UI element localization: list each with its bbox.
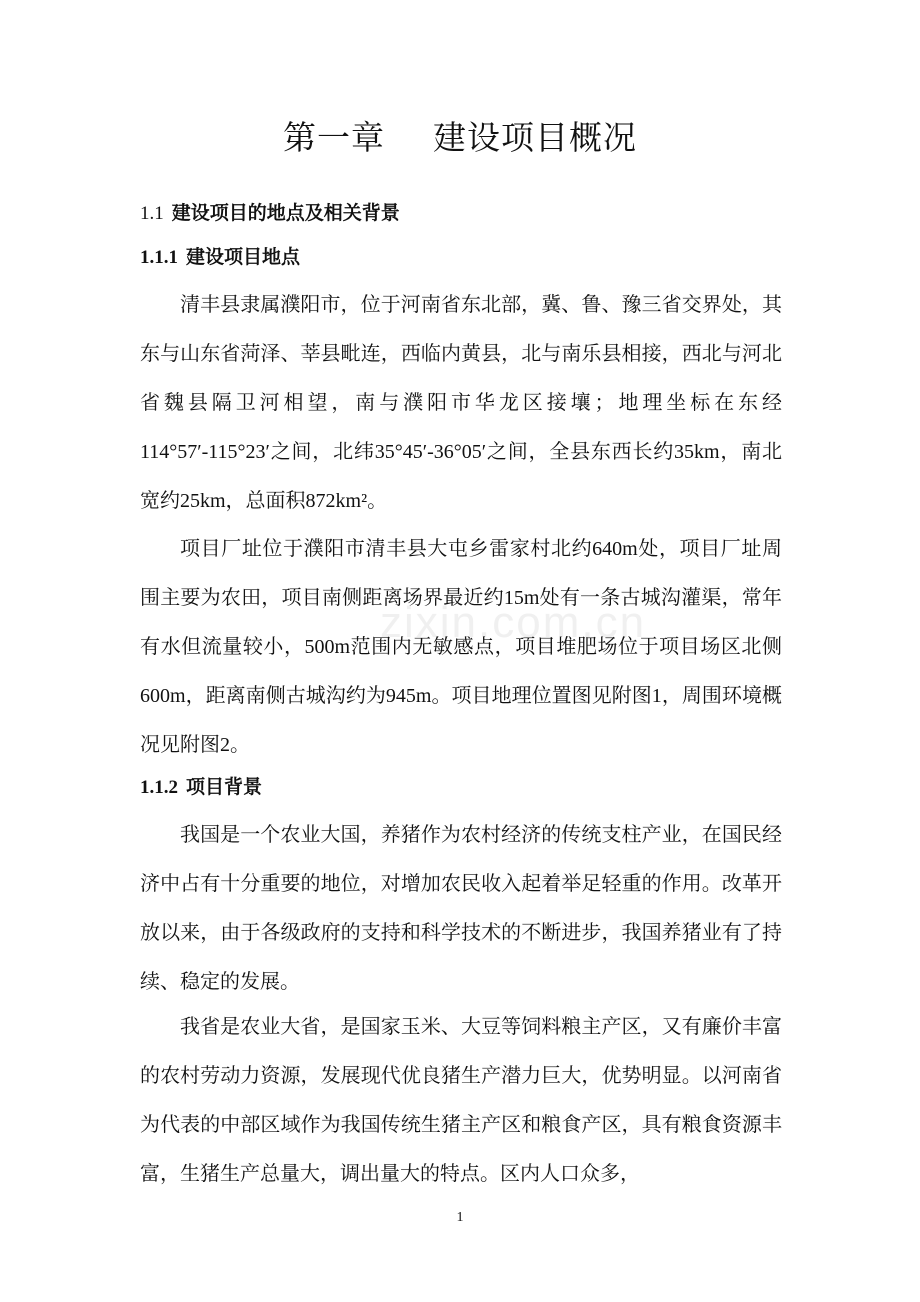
paragraph-text: 我国是一个农业大国，养猪作为农村经济的传统支柱产业，在国民经济中占有十分重要的地位，对增加农民收入起着举足轻重的作用。改革开放以来，由于各级政府的支持和科学技术的不断进步，我国养猪业有了持续、稳定的发展。: [140, 824, 782, 993]
paragraph-text: 我省是农业大省，是国家玉米、大豆等饲料粮主产区，又有廉价丰富的农村劳动力资源，发展现代优良猪生产潜力巨大，优势明显。以河南省为代表的中部区域作为我国传统生猪主产区和粮食产区，具有粮食资源丰富，生猪生产总量大，调出量大的特点。区内人口众多，: [140, 1016, 782, 1185]
chapter-heading: 建设项目概况: [433, 118, 637, 157]
chapter-label: 第一章: [283, 118, 385, 157]
section-title: 建设项目的地点及相关背景: [171, 202, 400, 224]
section-number: 1.1: [140, 203, 164, 224]
subsection-heading-background: [140, 772, 262, 799]
paragraph-location: [140, 280, 782, 525]
chapter-title: [0, 112, 920, 159]
watermark: zixin.com.cn: [380, 598, 647, 647]
paragraph-text: 清丰县隶属濮阳市，位于河南省东北部，冀、鲁、豫三省交界处，其东与山东省菏泽、莘县毗连，西临内黄县，北与南乐县相接，西北与河北省魏县隔卫河相望，南与濮阳市华龙区接壤；地理坐标在东经114°57′-115°23′之间，北纬35°45′-36°05′之间，全县东西长约35km，南北宽约25km，总面积872km²。: [140, 294, 782, 512]
paragraph-background-1: [140, 810, 782, 1006]
subsection-title: 建设项目地点: [186, 246, 301, 268]
subsection-heading-location: [140, 242, 300, 269]
paragraph-background-2: [140, 1002, 782, 1198]
subsection-number: 1.1.2: [140, 777, 178, 798]
paragraph-text: 项目厂址位于濮阳市清丰县大屯乡雷家村北约640m处，项目厂址周围主要为农田，项目南侧距离场界最近约15m处有一条古城沟灌渠，常年有水但流量较小，500m范围内无敏感点，项目堆肥场位于项目场区北侧600m，距离南侧古城沟约为945m。项目地理位置图见附图1，周围环境概况见附图2。: [140, 538, 782, 756]
subsection-number: 1.1.1: [140, 247, 178, 268]
page-number: 1: [456, 1210, 464, 1225]
subsection-title: 项目背景: [186, 776, 263, 798]
section-heading: [140, 198, 400, 225]
